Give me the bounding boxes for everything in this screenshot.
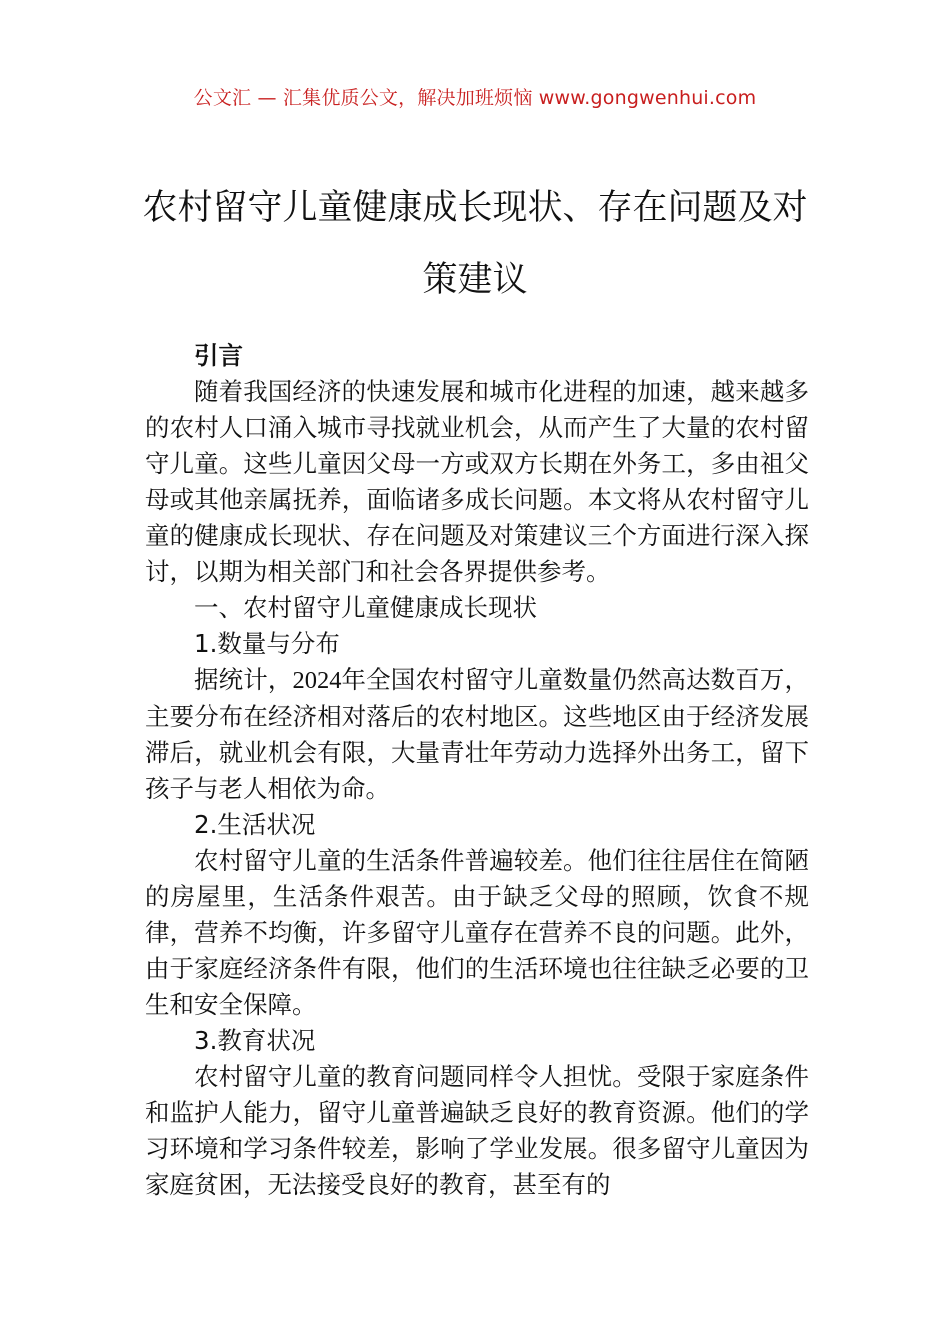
year-number: 2024 (292, 667, 342, 694)
intro-heading: 引言 (194, 341, 243, 370)
subsection-3-paragraph: 农村留守儿童的教育问题同样令人担忧。受限于家庭条件和监护人能力，留守儿童普遍缺乏良好的教育资源。他们的学习环境和学习条件较差，影响了学业发展。很多留守儿童因为家庭贫困，无法接受良好的教育，甚至有的 (145, 1062, 809, 1199)
document-title: 农村留守儿童健康成长现状、存在问题及对策建议 (142, 188, 808, 300)
intro-paragraph: 随着我国经济的快速发展和城市化进程的加速，越来越多的农村人口涌入城市寻找就业机会，从而产生了大量的农村留守儿童。这些儿童因父母一方或双方长期在外务工，多由祖父母或其他亲属抚养，面临诸多成长问题。本文将从农村留守儿童的健康成长现状、存在问题及对策建议三个方面进行深入探讨，以期为相关部门和社会各界提供参考。 (145, 377, 809, 586)
subsection-1-prefix: 据统计， (194, 665, 293, 694)
subsection-1-heading: 1.数量与分布 (194, 629, 340, 658)
subsection-3-heading: 3.教育状况 (194, 1026, 316, 1055)
subsection-1-rest: 年全国农村留守儿童数量仍然高达数百万，主要分布在经济相对落后的农村地区。这些地区由于经济发展滞后，就业机会有限，大量青壮年劳动力选择外出务工，留下孩子与老人相依为命。 (145, 665, 810, 803)
header-website-banner: 公文汇 — 汇集优质公文，解决加班烦恼 www.gongwenhui.com (193, 87, 757, 109)
section-1-heading: 一、农村留守儿童健康成长现状 (194, 593, 537, 622)
subsection-2-paragraph: 农村留守儿童的生活条件普遍较差。他们往往居住在简陋的房屋里，生活条件艰苦。由于缺乏父母的照顾，饮食不规律，营养不均衡，许多留守儿童存在营养不良的问题。此外，由于家庭经济条件有限，他们的生活环境也往往缺乏必要的卫生和安全保障。 (145, 846, 809, 1019)
subsection-2-heading: 2.生活状况 (194, 810, 316, 839)
subsection-1-paragraph (145, 662, 809, 807)
document-body (145, 338, 809, 1203)
